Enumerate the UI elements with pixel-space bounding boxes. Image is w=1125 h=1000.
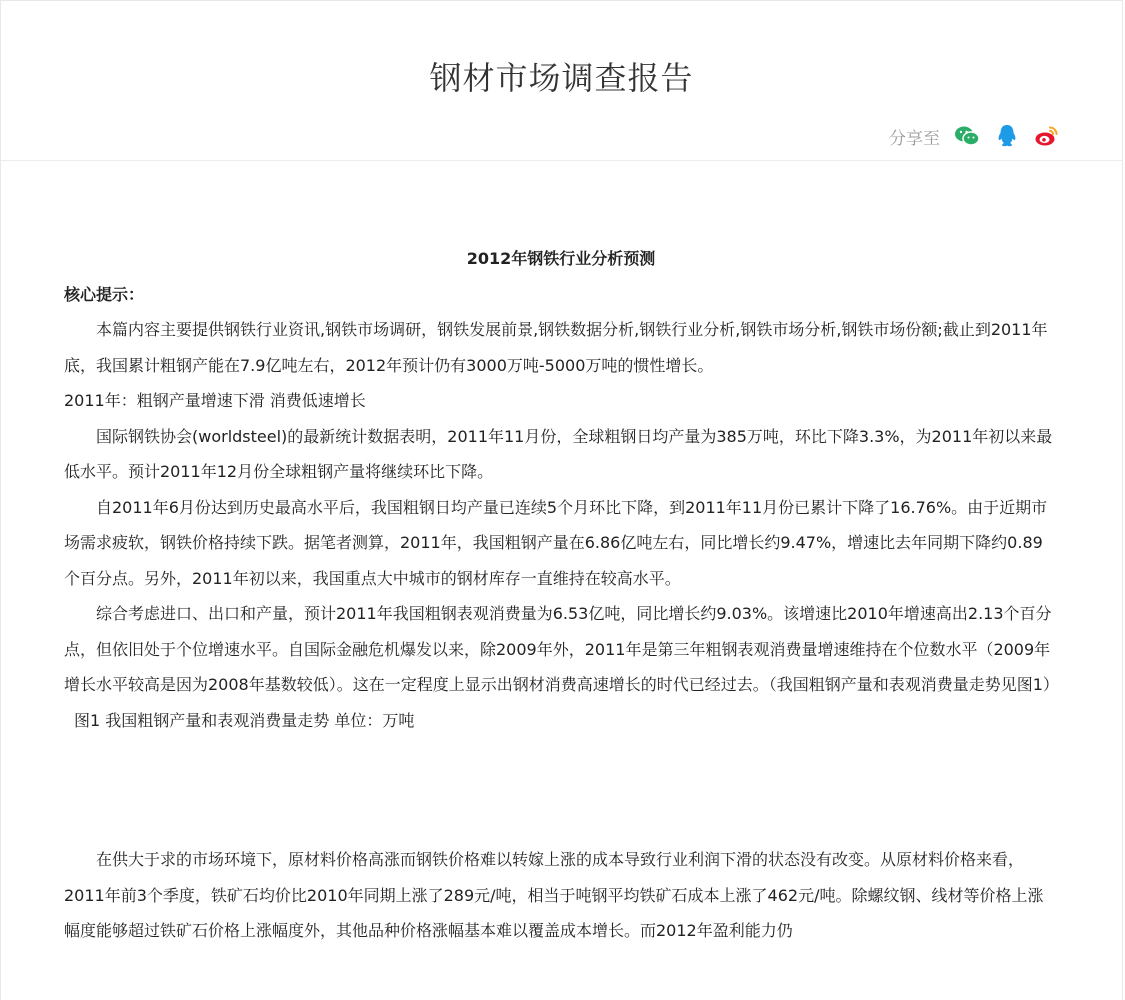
figure-placeholder [64, 738, 1058, 842]
article-content [64, 241, 1058, 949]
weibo-icon[interactable] [1034, 123, 1060, 149]
share-label: 分享至 [889, 128, 940, 149]
paragraph: 综合考虑进口、出口和产量，预计2011年我国粗钢表观消费量为6.53亿吨，同比增长约9.03%。该增速比2010年增速高出2.13个百分点，但依旧处于个位增速水平。自国际金融危机爆发以来，除2009年外，2011年是第三年粗钢表观消费量增速维持在个位数水平（2009年增长水平较高是因为2008年基数较低）。这在一定程度上显示出钢材消费高速增长的时代已经过去。（我国粗钢产量和表观消费量走势见图1） [64, 604, 1059, 694]
wechat-icon[interactable] [954, 123, 980, 149]
section-heading: 2011年：粗钢产量增速下滑 消费低速增长 [64, 391, 366, 410]
page-title: 钢材市场调查报告 [429, 59, 694, 97]
article-title: 2012年钢铁行业分析预测 [466, 249, 656, 268]
paragraph: 自2011年6月份达到历史最高水平后，我国粗钢日均产量已连续5个月环比下降，到2011年11月份已累计下降了16.76%。由于近期市场需求疲软，钢铁价格持续下跌。据笔者测算，2011年，我国粗钢产量在6.86亿吨左右，同比增长约9.47%，增速比去年同期下降约0.89个百分点。另外，2011年初以来，我国重点大中城市的钢材库存一直维持在较高水平。 [64, 497, 1048, 588]
page-header [1, 1, 1122, 161]
paragraph: 在供大于求的市场环境下，原材料价格高涨而钢铁价格难以转嫁上涨的成本导致行业利润下滑的状态没有改变。从原材料价格来看，2011年前3个季度，铁矿石均价比2010年同期上涨了289元/吨，相当于吨钢平均铁矿石成本上涨了462元/吨。除螺纹钢、线材等价格上涨幅度能够超过铁矿石价格上涨幅度外，其他品种价格涨幅基本难以覆盖成本增长。而2012年盈利能力仍 [64, 850, 1044, 940]
share-bar [889, 123, 1060, 149]
paragraph: 国际钢铁协会(worldsteel)的最新统计数据表明，2011年11月份，全球粗钢日均产量为385万吨，环比下降3.3%，为2011年初以来最低水平。预计2011年12月份全球粗钢产量将继续环比下降。 [64, 426, 1053, 481]
paragraph: 本篇内容主要提供钢铁行业资讯,钢铁市场调研，钢铁发展前景,钢铁数据分析,钢铁行业分析,钢铁市场分析,钢铁市场份额;截止到2011年底，我国累计粗钢产能在7.9亿吨左右，2012年预计仍有3000万吨-5000万吨的惯性增长。 [64, 320, 1048, 375]
figure-caption: 图1 我国粗钢产量和表观消费量走势 单位：万吨 [74, 710, 415, 730]
core-summary-label: 核心提示： [64, 284, 145, 304]
qq-icon[interactable] [994, 123, 1020, 149]
